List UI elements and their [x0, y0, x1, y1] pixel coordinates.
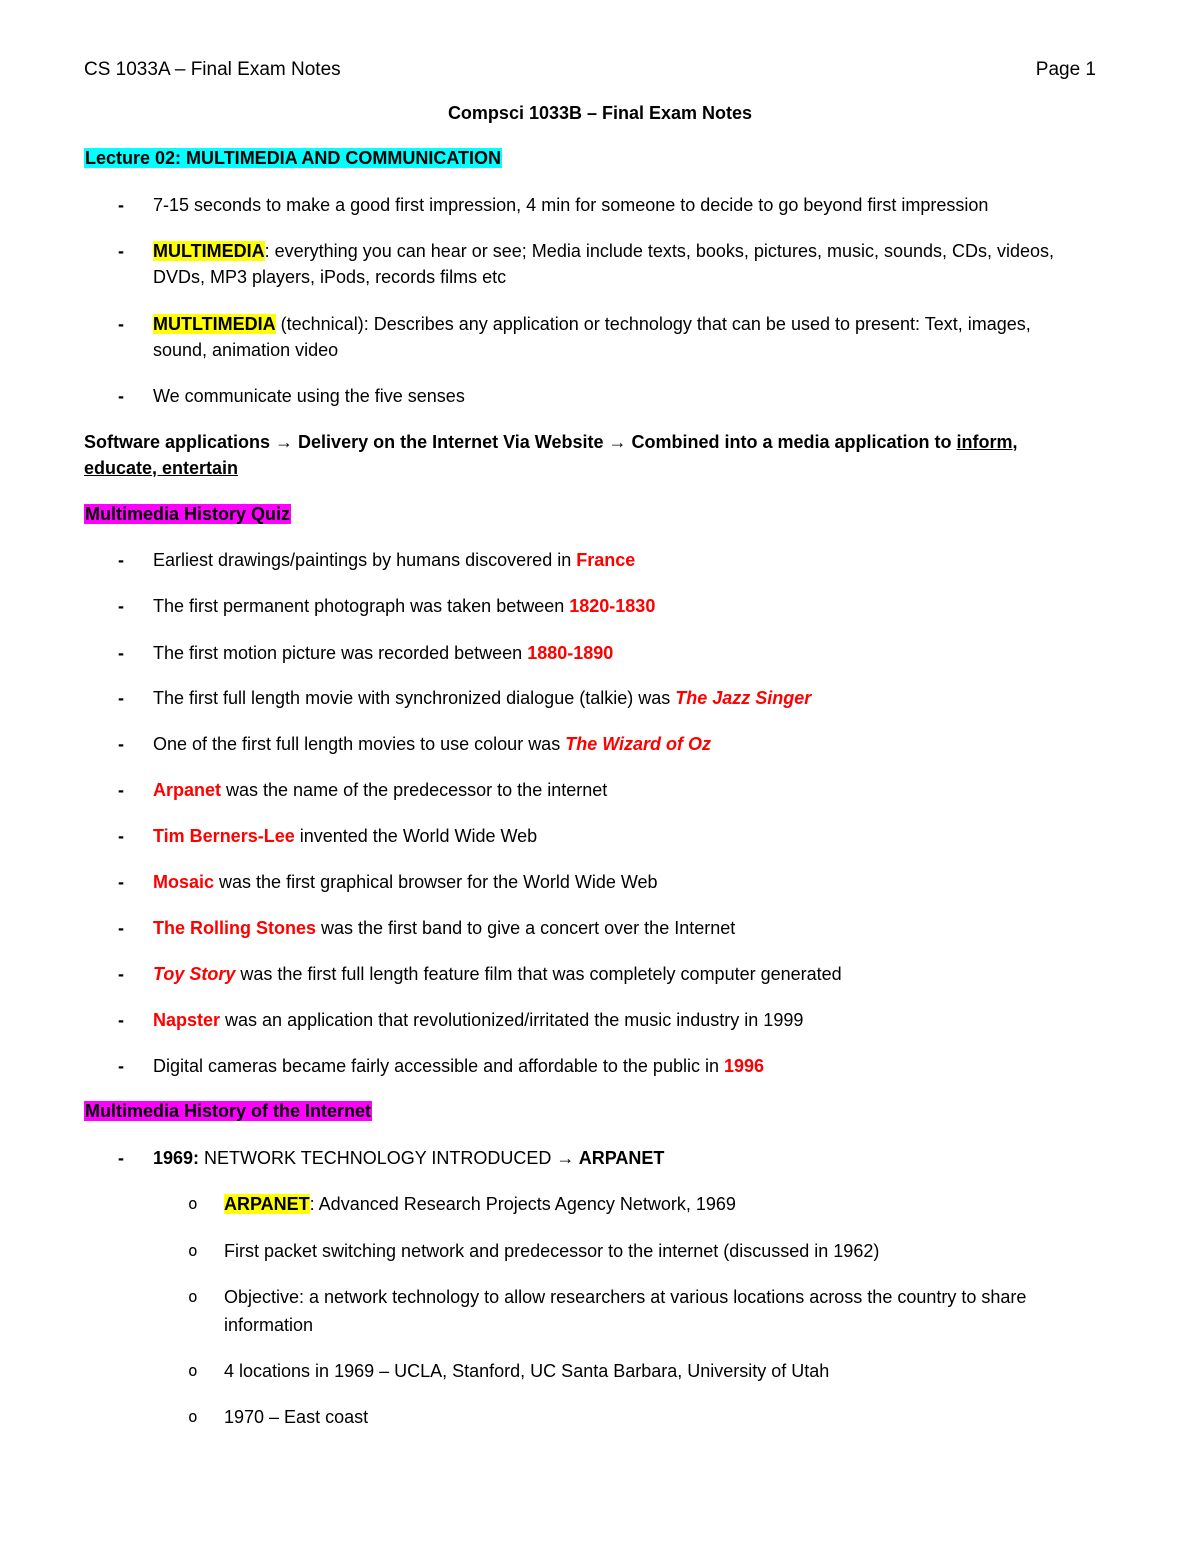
term-definition: : everything you can hear or see; Media include texts, books, pictures, music, sounds, CDs, videos, DVDs, MP3 players, iPods, records films etc [153, 241, 1055, 287]
list-item-text: 7-15 seconds to make a good first impression, 4 min for someone to decide to go beyond first impression [153, 195, 989, 215]
arrow-icon: → [556, 1148, 575, 1168]
quiz-item-text [153, 915, 1073, 941]
term-highlight: MULTIMEDIA [153, 241, 265, 261]
document-title: Compsci 1033B – Final Exam Notes [447, 103, 753, 123]
event-result: ARPANET [574, 1148, 665, 1168]
arrow-icon: → [608, 432, 627, 452]
quiz-text: Earliest drawings/paintings by humans discovered in [153, 550, 577, 570]
sub-item-text: 1970 – East coast [224, 1407, 369, 1427]
quiz-item-text [153, 685, 1073, 711]
section-heading-text: Multimedia History of the Internet [85, 1101, 372, 1121]
quiz-item-text [153, 1053, 1073, 1079]
list-item-text: We communicate using the five senses [153, 386, 465, 406]
quiz-text: Digital cameras became fairly accessible and affordable to the public in [153, 1056, 724, 1076]
sub-item-text: Objective: a network technology to allow researchers at various locations across the country to share information [224, 1287, 1027, 1335]
dash-bullet: - [118, 734, 124, 754]
quiz-answer: The Jazz Singer [675, 688, 812, 708]
dash-bullet: - [118, 314, 124, 334]
circle-bullet: o [188, 1407, 198, 1426]
sub-item-text [224, 1190, 1064, 1218]
dash-bullet: - [118, 1056, 124, 1076]
quiz-text: The first permanent photograph was taken between [153, 596, 570, 616]
quiz-text: was the first graphical browser for the World Wide Web [214, 872, 658, 892]
quiz-text: The first full length movie with synchronized dialogue (talkie) was [153, 688, 676, 708]
quiz-text: One of the first full length movies to use colour was [153, 734, 566, 754]
quiz-text: was the first band to give a concert over the Internet [316, 918, 736, 938]
quiz-item-text [153, 961, 1073, 987]
quiz-item-text [153, 640, 1073, 666]
quiz-item-text [153, 593, 1073, 619]
quiz-item-text [153, 547, 1073, 573]
quiz-answer: The Rolling Stones [153, 918, 317, 938]
list-item-text [153, 1145, 1073, 1171]
dash-bullet: - [118, 872, 124, 892]
year-label: 1969 [153, 1148, 194, 1168]
dash-bullet: - [118, 1148, 124, 1168]
term-highlight: ARPANET [224, 1194, 310, 1214]
quiz-text: The first motion picture was recorded between [153, 643, 528, 663]
dash-bullet: - [118, 1010, 124, 1030]
sub-item-text: 4 locations in 1969 – UCLA, Stanford, UC Santa Barbara, University of Utah [224, 1361, 830, 1381]
quiz-text: was an application that revolutionized/irritated the music industry in 1999 [220, 1010, 804, 1030]
dash-bullet: - [118, 195, 124, 215]
page-number: Page 1 [1035, 59, 1096, 80]
quiz-item-text [153, 823, 1073, 849]
sub-item-text: First packet switching network and predecessor to the internet (discussed in 1962) [224, 1241, 880, 1261]
page-header-title: CS 1033A – Final Exam Notes [84, 59, 341, 80]
quiz-text: invented the World Wide Web [294, 826, 538, 846]
quiz-text: was the name of the predecessor to the internet [221, 780, 608, 800]
circle-bullet: o [188, 1287, 198, 1306]
section-heading-lecture02 [84, 146, 502, 170]
quiz-text: was the first full length feature film that was completely computer generated [235, 964, 842, 984]
circle-bullet: o [188, 1361, 198, 1380]
quiz-answer: 1820-1830 [569, 596, 656, 616]
dash-bullet: - [118, 643, 124, 663]
quiz-item-text [153, 777, 1073, 803]
dash-bullet: - [118, 918, 124, 938]
dash-bullet: - [118, 550, 124, 570]
quiz-answer: France [576, 550, 636, 570]
section-heading-internet-history [84, 1099, 372, 1123]
quiz-answer: Mosaic [153, 872, 215, 892]
section-heading-text: Lecture 02: MULTIMEDIA AND COMMUNICATION [85, 148, 501, 168]
arrow-icon: → [275, 432, 294, 452]
list-item-text [153, 238, 1073, 290]
quiz-answer: Toy Story [153, 964, 236, 984]
term-qualifier: (technical) [275, 314, 364, 334]
section-heading-text: Multimedia History Quiz [85, 504, 291, 524]
flow-part2: Delivery on the Internet Via Website [293, 432, 609, 452]
quiz-item-text [153, 731, 1073, 757]
dash-bullet: - [118, 688, 124, 708]
circle-bullet: o [188, 1241, 198, 1260]
dash-bullet: - [118, 964, 124, 984]
quiz-item-text [153, 1007, 1073, 1033]
dash-bullet: - [118, 386, 124, 406]
list-item-text [153, 311, 1073, 363]
flow-part3: Combined into a media application to [626, 432, 957, 452]
circle-bullet: o [188, 1194, 198, 1213]
dash-bullet: - [118, 241, 124, 261]
term-definition: : Advanced Research Projects Agency Network, 1969 [309, 1194, 736, 1214]
quiz-answer: The Wizard of Oz [565, 734, 712, 754]
quiz-answer: Napster [153, 1010, 221, 1030]
colon: : [193, 1148, 205, 1168]
flow-goals: inform, educate, entertain [84, 432, 1018, 478]
dash-bullet: - [118, 780, 124, 800]
quiz-answer: 1996 [723, 1056, 765, 1076]
term-highlight: MUTLTIMEDIA [153, 314, 276, 334]
section-heading-quiz [84, 502, 291, 526]
event-text: NETWORK TECHNOLOGY INTRODUCED [204, 1148, 557, 1168]
flow-part1: Software applications [84, 432, 276, 452]
term-definition: : Describes any application or technology that can be used to present: Text, images, sound, animation video [153, 314, 1031, 360]
quiz-answer: Arpanet [153, 780, 222, 800]
dash-bullet: - [118, 826, 124, 846]
quiz-answer: Tim Berners-Lee [153, 826, 295, 846]
flow-statement [84, 429, 1064, 481]
quiz-item-text [153, 869, 1073, 895]
dash-bullet: - [118, 596, 124, 616]
quiz-answer: 1880-1890 [527, 643, 614, 663]
